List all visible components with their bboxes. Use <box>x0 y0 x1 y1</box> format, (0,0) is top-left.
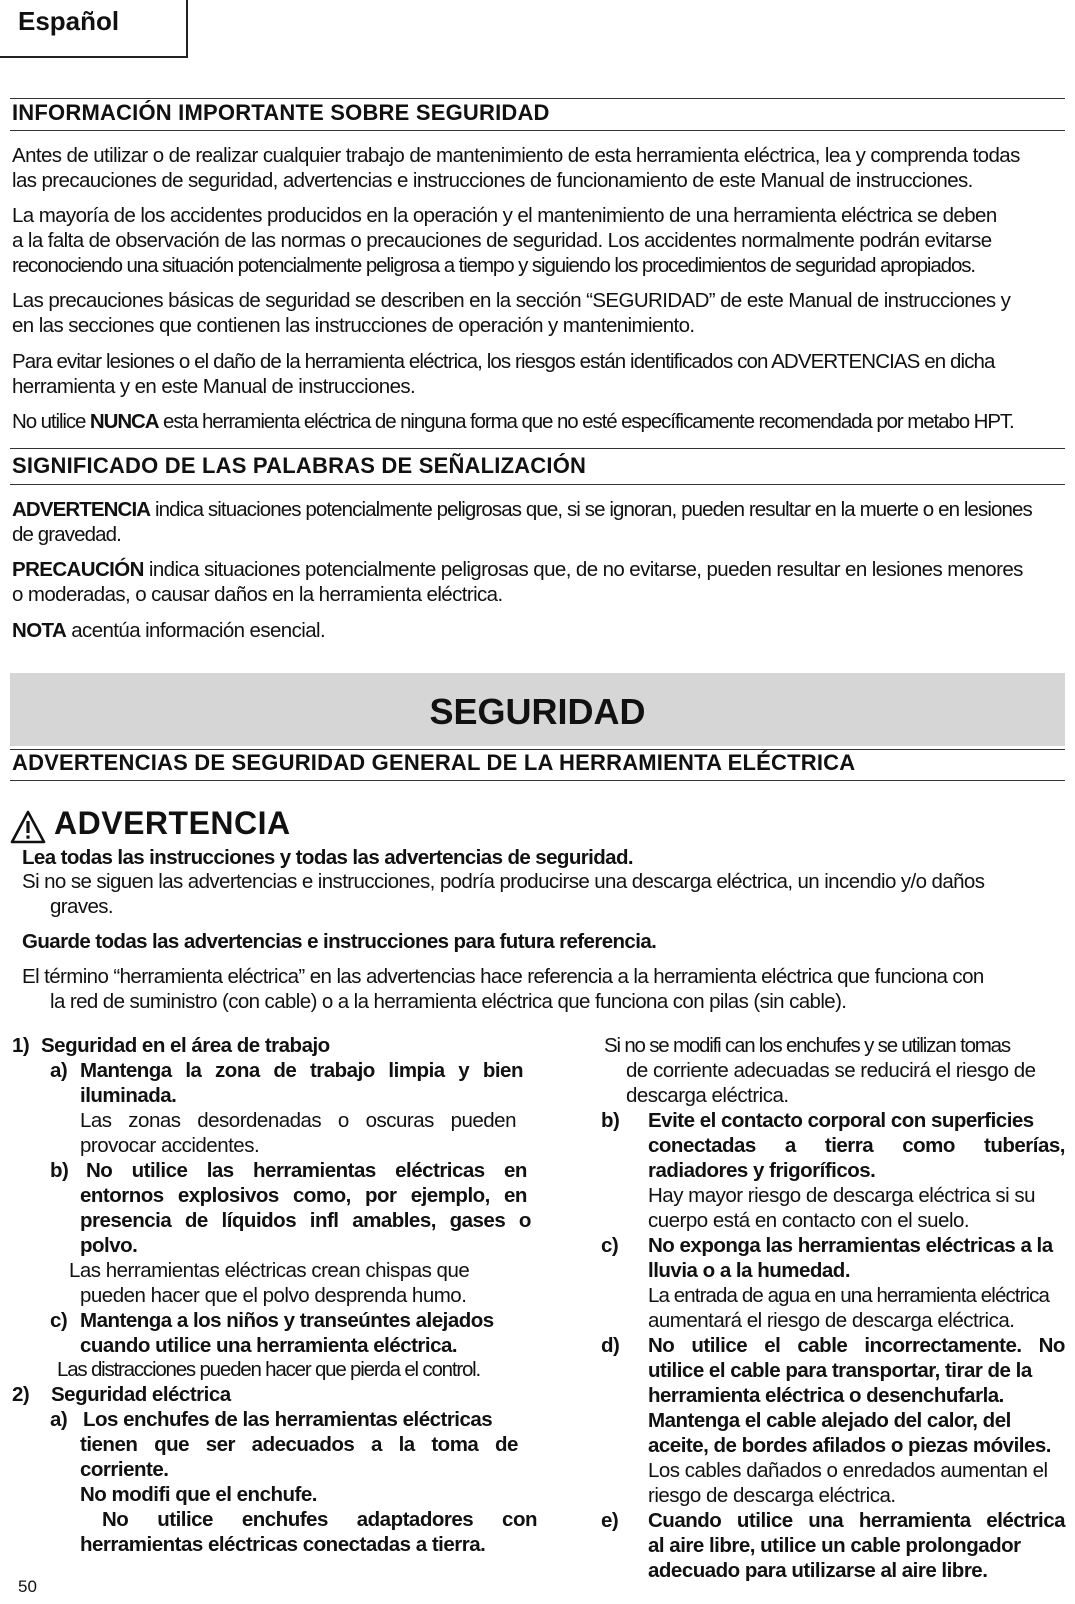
word: por <box>365 1184 397 1207</box>
item-a-label: a) <box>50 1059 68 1082</box>
text-line: Las precauciones básicas de seguridad se describen en la sección “SEGURIDAD” de este Manual de instrucciones y <box>12 289 1011 312</box>
elec-item-d-text-2: riesgo de descarga eléctrica. <box>648 1484 896 1507</box>
item-b-label: b) <box>50 1159 69 1182</box>
elec-item-c-line-2: lluvia o a la humedad. <box>648 1259 851 1282</box>
elec-item-b-label: b) <box>601 1109 620 1132</box>
elec-item-b-line-1: Evite el contacto corporal con superficies <box>648 1109 1034 1132</box>
elec-item-a-line-3: corriente. <box>80 1458 169 1481</box>
elec-item-b-text-2: cuerpo está en contacto con el suelo. <box>648 1209 970 1232</box>
item-a-text-1 <box>80 1108 516 1133</box>
elec-item-a-line-5 <box>102 1507 537 1532</box>
section-2-title: Seguridad eléctrica <box>51 1383 231 1406</box>
word: pueden <box>450 1109 516 1132</box>
word: limpia <box>388 1059 445 1082</box>
text-span: indica situaciones potencialmente peligrosas que, de no evitarse, pueden resultar en lesiones menores <box>143 558 1023 581</box>
read-all-instructions: Lea todas las instrucciones y todas las advertencias de seguridad. <box>22 846 633 869</box>
text-line: o moderadas, o causar daños en la herramienta eléctrica. <box>12 583 503 606</box>
word: Mantenga <box>80 1059 172 1082</box>
word: No <box>102 1508 129 1531</box>
elec-item-d-line-1 <box>648 1333 1065 1358</box>
word: explosivos <box>177 1184 279 1207</box>
elec-item-e-line-2: al aire libre, utilice un cable prolongador <box>648 1534 1021 1557</box>
word: bien <box>482 1059 523 1082</box>
word: a <box>370 1433 382 1456</box>
elec-item-d-line-5: aceite, de bordes afilados o piezas móviles. <box>648 1434 1051 1457</box>
nunca-emphasis: NUNCA <box>89 410 159 433</box>
word: en <box>504 1184 527 1207</box>
word: incorrectamente. <box>864 1334 1022 1357</box>
word: adecuados <box>251 1433 355 1456</box>
elec-item-e-line-3: adecuado para utilizarse al aire libre. <box>648 1559 988 1582</box>
consequence-line-1: Si no se siguen las advertencias e instrucciones, podría producirse una descarga eléctrica, un incendio y/o daños <box>22 870 985 893</box>
elec-item-b-line-3: radiadores y frigoríficos. <box>648 1159 876 1182</box>
language-label: Español <box>18 6 120 36</box>
elec-item-c-text-1: La entrada de agua en una herramienta eléctrica <box>648 1284 1050 1307</box>
word: presencia <box>80 1209 172 1232</box>
word: eléctricas <box>395 1159 485 1182</box>
word: líquidos <box>221 1209 297 1232</box>
word: cable <box>797 1334 848 1357</box>
word: a <box>784 1134 796 1157</box>
elec-item-a-line-6: herramientas eléctricas conectadas a tierra. <box>80 1533 486 1556</box>
item-a-line-1 <box>80 1058 523 1083</box>
word: utilice <box>736 1509 793 1532</box>
elec-item-e-line-1 <box>648 1508 1065 1533</box>
item-b-text-1: Las herramientas eléctricas crean chispas que <box>69 1259 470 1282</box>
word: una <box>808 1509 844 1532</box>
word: toma <box>431 1433 479 1456</box>
plug-text-1: Si no se modifi can los enchufes y se utilizan tomas <box>604 1034 1010 1057</box>
text-line: las precauciones de seguridad, advertencias e instrucciones de funcionamiento de este Manual de instrucciones. <box>12 169 973 192</box>
elec-item-d-line-3: herramienta eléctrica o desenchufarla. <box>648 1384 1004 1407</box>
word: tienen <box>80 1433 138 1456</box>
word: o <box>518 1209 531 1232</box>
item-b-line-1 <box>86 1158 527 1183</box>
word: No <box>648 1334 675 1357</box>
term-line-1: El término “herramienta eléctrica” en las advertencias hace referencia a la herramienta eléctrica que funciona con <box>22 965 984 988</box>
plug-text-3: descarga eléctrica. <box>626 1084 789 1107</box>
word: enchufes <box>241 1508 328 1531</box>
word: herramienta <box>858 1509 971 1532</box>
advertencia-term: ADVERTENCIA <box>12 498 151 521</box>
elec-item-e-label: e) <box>601 1509 619 1532</box>
consequence-line-2: graves. <box>50 895 114 918</box>
elec-item-c-label: c) <box>601 1234 619 1257</box>
word: las <box>206 1159 234 1182</box>
word: oscuras <box>365 1109 434 1132</box>
word: No <box>1038 1334 1065 1357</box>
word: que <box>154 1433 190 1456</box>
text-span: esta herramienta eléctrica de ninguna forma que no esté específicamente recomendada por metabo HPT. <box>158 410 1014 433</box>
text-line: Antes de utilizar o de realizar cualquier trabajo de mantenimiento de esta herramienta eléctrica, lea y comprenda todas <box>12 144 1020 167</box>
item-c-text-1: Las distracciones pueden hacer que pierda el control. <box>57 1358 481 1381</box>
elec-item-d-label: d) <box>601 1334 620 1357</box>
word: tierra <box>824 1134 874 1157</box>
item-b-text-2: pueden hacer que el polvo desprenda humo. <box>80 1284 467 1307</box>
precaucion-term: PRECAUCIÓN <box>12 558 144 581</box>
text-span: indica situaciones potencialmente peligrosas que, si se ignoran, pueden resultar en la muerte o en lesiones <box>150 498 1032 521</box>
info-title: INFORMACIÓN IMPORTANTE SOBRE SEGURIDAD <box>12 100 550 125</box>
text-span: No utilice <box>12 410 90 433</box>
elec-item-d-text-1: Los cables dañados o enredados aumentan el <box>648 1459 1048 1482</box>
word: ejemplo, <box>410 1184 490 1207</box>
word: utilice <box>131 1159 188 1182</box>
word: utilice <box>691 1334 748 1357</box>
word: como, <box>292 1184 351 1207</box>
word: como <box>902 1134 955 1157</box>
word: utilice <box>157 1508 213 1531</box>
elec-item-d-line-4: Mantenga el cable alejado del calor, del <box>648 1409 1011 1432</box>
text-line: en las secciones que contienen las instrucciones de operación y mantenimiento. <box>12 314 695 337</box>
signal-title: SIGNIFICADO DE LAS PALABRAS DE SEÑALIZACIÓN <box>12 453 587 478</box>
word: zonas <box>128 1109 181 1132</box>
item-b-line-3 <box>80 1208 531 1233</box>
section-1-title: Seguridad en el área de trabajo <box>41 1034 330 1057</box>
item-c-label: c) <box>50 1309 68 1332</box>
elec-item-a-label: a) <box>50 1408 68 1431</box>
word: No <box>86 1159 113 1182</box>
term-line-2: la red de suministro (con cable) o a la herramienta eléctrica que funciona con pilas (sin cable). <box>50 990 847 1013</box>
section-1-number: 1) <box>12 1034 30 1057</box>
word: de <box>184 1209 208 1232</box>
word: con <box>502 1508 537 1531</box>
text-line: La mayoría de los accidentes producidos en la operación y el mantenimiento de una herramienta eléctrica se deben <box>12 204 997 227</box>
plug-text-2: de corriente adecuadas se reducirá el riesgo de <box>626 1059 1036 1082</box>
word: infl <box>309 1209 339 1232</box>
word: desordenadas <box>197 1109 322 1132</box>
section-2-number: 2) <box>12 1383 30 1406</box>
elec-item-c-line-1: No exponga las herramientas eléctricas a la <box>648 1234 1053 1257</box>
word: tuberías, <box>984 1134 1065 1157</box>
word: de <box>495 1433 518 1456</box>
text-line: a la falta de observación de las normas o precauciones de seguridad. Los accidentes normalmente podrán evitarse <box>12 229 992 252</box>
word: trabajo <box>309 1059 375 1082</box>
elec-item-a-line-1: Los enchufes de las herramientas eléctricas <box>83 1408 493 1431</box>
word: gases <box>449 1209 506 1232</box>
item-a-text-2: provocar accidentes. <box>80 1134 260 1157</box>
word: zona <box>215 1059 260 1082</box>
elec-item-a-line-4: No modifi que el enchufe. <box>80 1483 317 1506</box>
item-c-line-1: Mantenga a los niños y transeúntes alejados <box>80 1309 494 1332</box>
item-a-line-2: iluminada. <box>80 1084 177 1107</box>
general-title: ADVERTENCIAS DE SEGURIDAD GENERAL DE LA HERRAMIENTA ELÉCTRICA <box>12 750 856 775</box>
word: Las <box>80 1109 112 1132</box>
word: en <box>504 1159 527 1182</box>
elec-item-b-text-1: Hay mayor riesgo de descarga eléctrica si su <box>648 1184 1036 1207</box>
text-line: herramienta y en este Manual de instrucciones. <box>12 375 416 398</box>
word: y <box>458 1059 470 1082</box>
word: amables, <box>352 1209 436 1232</box>
elec-item-d-line-2: utilice el cable para transportar, tirar de la <box>648 1359 1032 1382</box>
elec-item-a-line-2 <box>80 1432 518 1457</box>
text-line: de gravedad. <box>12 523 121 546</box>
word: la <box>398 1433 415 1456</box>
nota-term: NOTA <box>12 619 67 642</box>
word: la <box>185 1059 202 1082</box>
word: entornos <box>80 1184 164 1207</box>
page-number: 50 <box>18 1577 37 1596</box>
item-b-line-2 <box>80 1183 527 1208</box>
word: herramientas <box>253 1159 376 1182</box>
word: de <box>273 1059 297 1082</box>
keep-instructions: Guarde todas las advertencias e instrucciones para futura referencia. <box>22 930 657 953</box>
item-b-line-4: polvo. <box>80 1234 138 1257</box>
text-line: reconociendo una situación potencialmente peligrosa a tiempo y siguiendo los procedimientos de seguridad apropiados. <box>12 254 976 277</box>
word: Cuando <box>648 1509 722 1532</box>
word: adaptadores <box>356 1508 474 1531</box>
word: ser <box>205 1433 235 1456</box>
word: el <box>764 1334 781 1357</box>
word: eléctrica <box>986 1509 1065 1532</box>
item-c-line-2: cuando utilice una herramienta eléctrica. <box>80 1334 458 1357</box>
text-line: Para evitar lesiones o el daño de la herramienta eléctrica, los riesgos están identificados con ADVERTENCIAS en dicha <box>12 350 995 373</box>
elec-item-b-line-2 <box>648 1133 1065 1158</box>
elec-item-c-text-2: aumentará el riesgo de descarga eléctrica. <box>648 1309 1015 1332</box>
word: conectadas <box>648 1134 756 1157</box>
warning-label: ADVERTENCIA <box>54 805 291 841</box>
banner-title: SEGURIDAD <box>429 691 646 732</box>
text-span: acentúa información esencial. <box>66 619 326 642</box>
word: o <box>337 1109 349 1132</box>
